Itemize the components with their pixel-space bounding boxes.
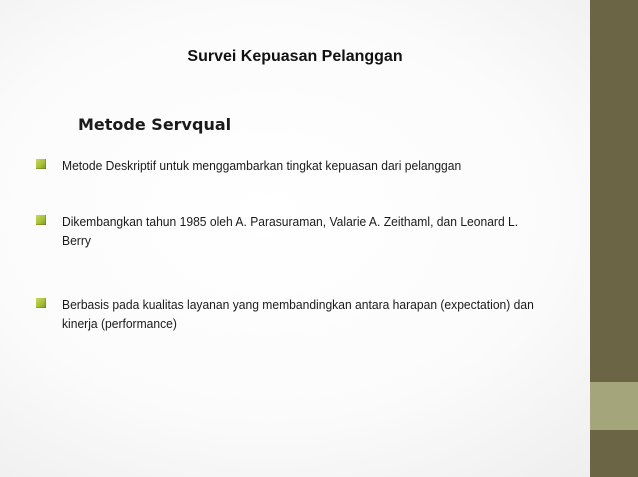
square-bullet-icon (36, 215, 46, 225)
bullet-text: Dikembangkan tahun 1985 oleh A. Parasuraman, Valarie A. Zeithaml, dan Leonard L. Berry (62, 214, 519, 248)
square-bullet-icon (36, 298, 46, 308)
slide-subtitle: Metode Servqual (78, 115, 232, 134)
sidebar-accent-block (590, 382, 638, 430)
slide-title: Survei Kepuasan Pelanggan (187, 48, 403, 65)
square-bullet-icon (36, 159, 46, 169)
bullet-text: Metode Deskriptif untuk menggambarkan tingkat kepuasan dari pelanggan (62, 158, 462, 173)
bullet-text: Berbasis pada kualitas layanan yang membandingkan antara harapan (expectation) dan kinerja (performance) (62, 297, 534, 331)
